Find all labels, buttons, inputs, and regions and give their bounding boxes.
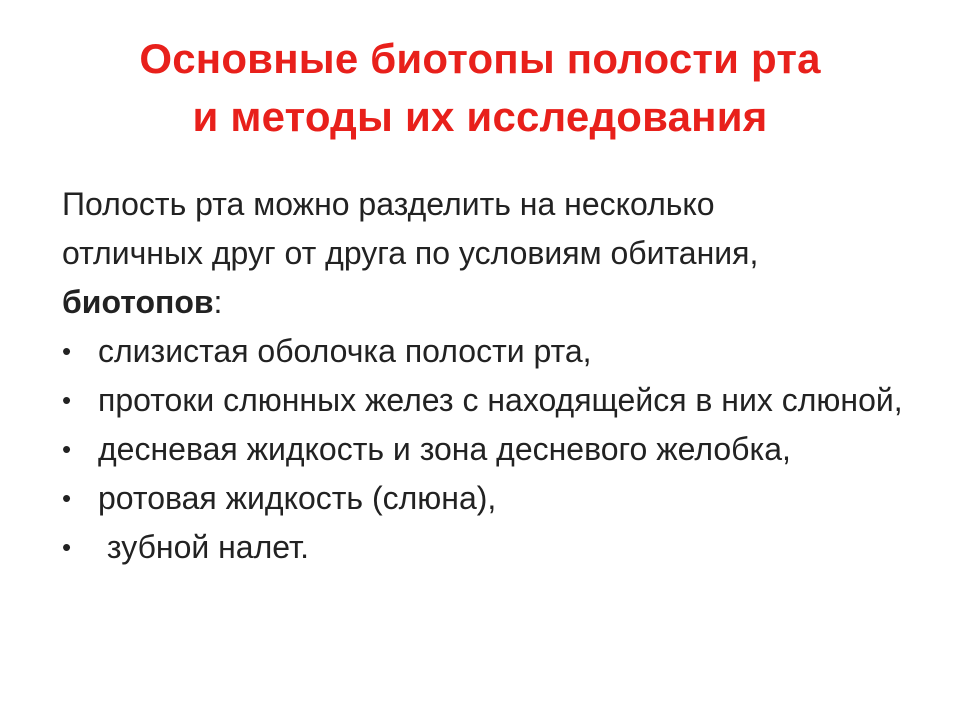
intro-paragraph — [62, 180, 942, 327]
list-item — [62, 523, 942, 572]
list-item — [62, 327, 942, 376]
bullet-icon: • — [62, 336, 72, 366]
bullet-icon: • — [62, 532, 72, 562]
list-item — [62, 425, 942, 474]
list-item — [62, 474, 942, 523]
list-item-text: протоки слюнных желез с находящейся в них слюной, — [98, 382, 903, 418]
title-line-1: Основные биотопы полости рта — [139, 35, 821, 82]
intro-line-2: отличных друг от друга по условиям обитания, — [62, 235, 759, 271]
list-item-text: десневая жидкость и зона десневого желобка, — [98, 431, 791, 467]
bullet-icon: • — [62, 483, 72, 513]
list-item-text: слизистая оболочка полости рта, — [98, 333, 592, 369]
list-item — [62, 376, 942, 425]
list-item-text: ротовая жидкость (слюна), — [98, 480, 497, 516]
intro-line-3 — [62, 278, 942, 327]
biotope-list — [62, 327, 942, 572]
title-line-2: и методы их исследования — [192, 93, 768, 140]
bullet-icon: • — [62, 434, 72, 464]
slide-title — [0, 30, 960, 146]
slide-body — [62, 180, 942, 572]
bullet-icon: • — [62, 385, 72, 415]
intro-line-1: Полость рта можно разделить на несколько — [62, 186, 715, 222]
intro-bold-term: биотопов — [62, 284, 214, 320]
list-item-text: зубной налет. — [98, 529, 309, 565]
intro-colon: : — [213, 284, 223, 320]
